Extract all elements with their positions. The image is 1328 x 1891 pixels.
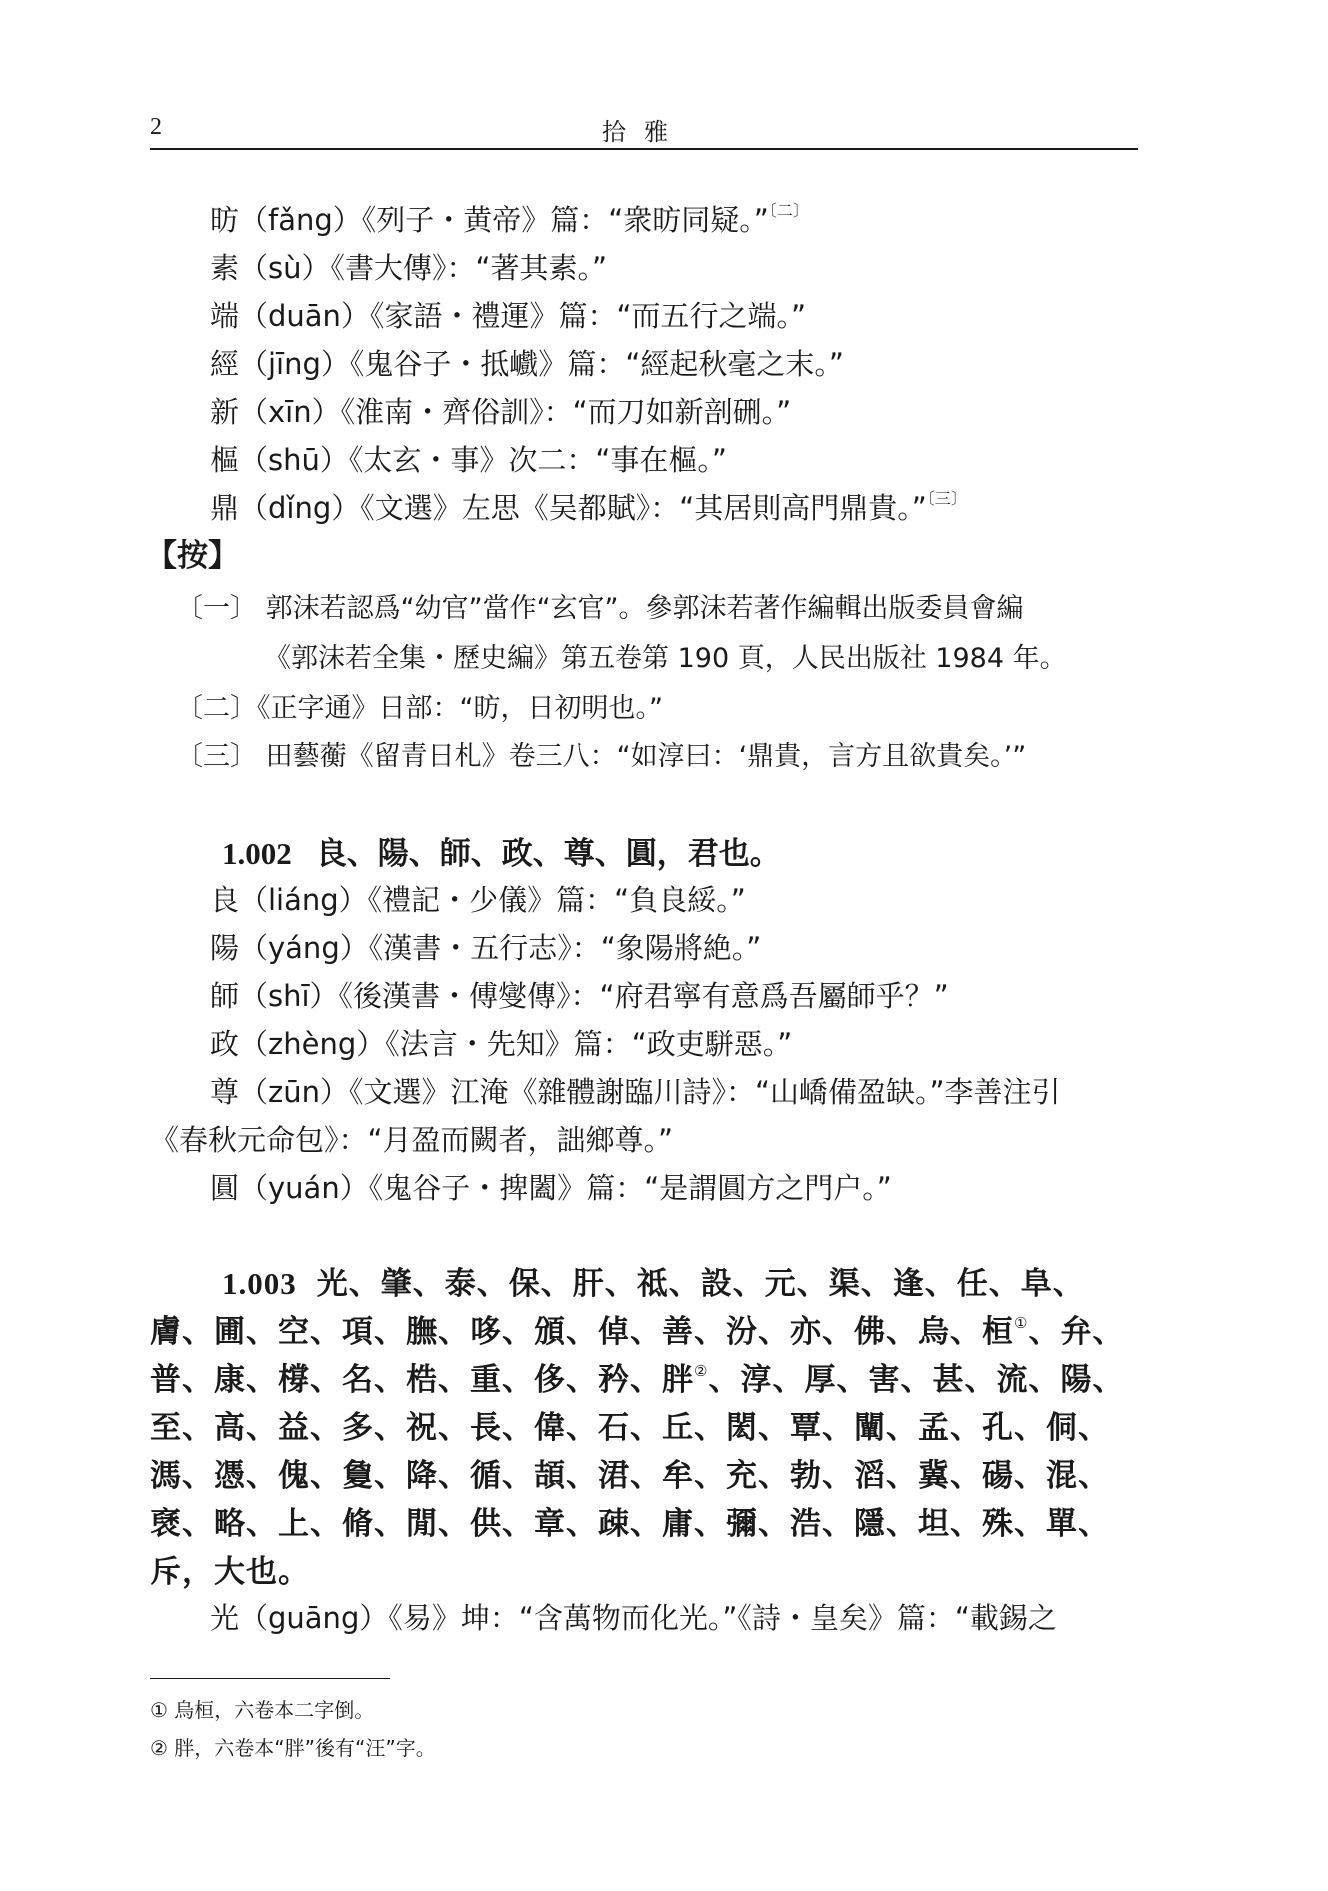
book-title: 拾雅: [602, 118, 686, 146]
footnote: ② 胖，六卷本“胖”後有“汪”字。: [150, 1736, 436, 1760]
note-continuation: 《郭沫若全集・歷史編》第五卷第 190 頁，人民出版社 1984 年。: [264, 643, 1067, 674]
entry-line: 昉（fǎng）《列子・黄帝》篇：“衆昉同疑。”$^{〔二〕}$: [210, 201, 809, 237]
note-item: 〔一〕 郭沫若認爲“幼官”當作“玄官”。參郭沫若著作編輯出版委員會編: [176, 593, 1024, 624]
heading-line: 斥，大也。: [150, 1554, 310, 1590]
entry-line: 尊（zūn）《文選》江淹《雜體謝臨川詩》：“山嶠備盈缺。”李善注引: [210, 1075, 1061, 1109]
entry-line: 良（liáng）《禮記・少儀》篇：“負良綏。”: [210, 883, 746, 917]
heading-line: 至、高、益、多、祝、長、偉、石、丘、閎、覃、闡、孟、孔、侗、: [150, 1410, 1110, 1446]
annotation-label: 【按】: [146, 538, 239, 574]
heading-line: 普、康、橕、名、梏、重、侈、矜、胖②、淳、厚、害、甚、流、陽、: [150, 1362, 1125, 1398]
page-number: 2: [150, 114, 162, 140]
heading-line: 溤、憑、傀、敻、降、循、頡、涒、牟、充、勃、滔、冀、碭、混、: [150, 1458, 1110, 1494]
section-heading: 1.002 良、陽、師、政、尊、圓，君也。: [222, 836, 781, 872]
entry-line: 鼎（dǐng）《文選》左思《吴都賦》：“其居則高門鼎貴。”$^{〔三〕}$: [210, 489, 967, 525]
section-heading: 1.003 光、肇、泰、保、肝、祗、設、元、渠、逢、任、阜、: [222, 1266, 1085, 1302]
footnote-rule: [150, 1678, 390, 1679]
entry-line: 端（duān）《家語・禮運》篇：“而五行之端。”: [210, 299, 806, 333]
footnote: ① 烏桓，六卷本二字倒。: [150, 1698, 375, 1722]
entry-line: 政（zhèng）《法言・先知》篇：“政吏駢惡。”: [210, 1027, 793, 1061]
entry-line: 樞（shū）《太玄・事》次二：“事在樞。”: [210, 443, 727, 477]
entry-line: 新（xīn）《淮南・齊俗訓》：“而刀如新剖硎。”: [210, 395, 792, 429]
heading-line: 膚、圃、空、項、膴、哆、頒、倬、善、汾、亦、佛、烏、桓①、弁、: [150, 1314, 1125, 1350]
entry-line: 素（sù）《書大傳》：“著其素。”: [210, 251, 608, 285]
entry-line: 經（jīng）《鬼谷子・抵巇》篇：“經起秋毫之末。”: [210, 347, 844, 381]
entry-line: 師（shī）《後漢書・傅燮傳》：“府君寧有意爲吾屬師乎？”: [210, 979, 949, 1013]
note-item: 〔三〕 田藝蘅《留青日札》卷三八：“如淳曰：‘鼎貴，言方且欲貴矣。’”: [176, 741, 1027, 772]
entry-line: 光（guāng）《易》坤：“含萬物而化光。”《詩・皇矣》篇：“載錫之: [210, 1601, 1057, 1635]
note-item: 〔二〕《正字通》日部：“昉，日初明也。”: [176, 693, 663, 724]
running-header: [150, 108, 1138, 148]
header-rule: [150, 148, 1138, 150]
entry-line: 陽（yáng）《漢書・五行志》：“象陽將絶。”: [210, 931, 762, 965]
heading-line: 褎、略、上、脩、閒、供、章、疎、庸、彌、浩、隱、坦、殊、單、: [150, 1506, 1110, 1542]
entry-line: 圓（yuán）《鬼谷子・捭闔》篇：“是謂圓方之門户。”: [210, 1171, 892, 1205]
entry-line: 《春秋元命包》：“月盈而闕者，詘鄉尊。”: [150, 1123, 674, 1157]
